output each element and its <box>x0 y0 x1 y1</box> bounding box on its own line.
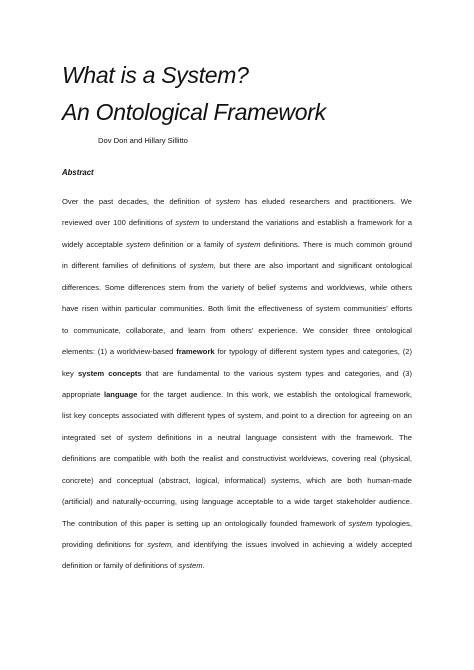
text-run: definition or a family of <box>150 239 237 249</box>
text-run: . <box>202 561 205 571</box>
italic-term: system <box>127 432 153 442</box>
text-run: The contribution of this paper is setting up an ontologically founded framework of <box>62 518 349 528</box>
abstract-line <box>62 405 412 426</box>
abstract-line <box>62 298 412 319</box>
text-run: and identifying the issues involved in achieving a widely accepted <box>173 540 412 549</box>
bold-term: system concepts <box>77 368 142 378</box>
italic-term: system <box>178 561 203 571</box>
abstract-line <box>62 470 412 491</box>
bold-term: framework <box>176 347 215 357</box>
text-run: but there are also important and significant ontological <box>215 261 412 271</box>
paper-title-line-1: What is a System? <box>62 62 249 88</box>
text-run: definition or family of definitions of <box>62 561 179 571</box>
paper-title-line-2: An Ontological Framework <box>62 99 326 125</box>
text-run: to communicate, collaborate, and learn from others’ experience. We consider three ontological <box>62 325 412 335</box>
text-run: definitions. There is much common ground <box>260 239 412 249</box>
abstract-line <box>62 341 412 362</box>
text-run: elements: (1) a worldview-based <box>62 347 177 357</box>
abstract-line <box>62 212 412 233</box>
abstract-line <box>62 534 412 555</box>
abstract-line <box>62 277 412 298</box>
text-run: differences. Some differences stem from the variety of belief systems and worldviews, while others <box>62 282 412 292</box>
text-run: has eluded researchers and practitioners. We <box>239 197 412 206</box>
text-run: definitions in a neutral language consistent with the framework. The <box>152 432 412 442</box>
abstract-line <box>62 320 412 341</box>
text-run: widely acceptable <box>62 239 127 249</box>
bold-term: language <box>103 389 138 399</box>
italic-term: system, <box>189 261 216 271</box>
abstract-line <box>62 555 412 576</box>
abstract-heading: Abstract <box>62 168 94 177</box>
italic-term: system <box>236 239 261 249</box>
italic-term: system <box>126 239 151 249</box>
text-run: definitions are compatible with both the realist and constructivist worldviews, covering real (physical, <box>62 454 412 464</box>
text-run: that are fundamental to the various system types and categories, and (3) <box>141 368 412 378</box>
text-run: appropriate <box>62 389 104 399</box>
text-run: Over the past decades, the definition of <box>62 197 216 206</box>
abstract-line <box>62 384 412 405</box>
abstract-line <box>62 491 412 512</box>
text-run: key <box>62 368 78 378</box>
text-run: for the target audience. In this work, we establish the ontological framework, <box>137 389 412 399</box>
text-run: typologies, <box>372 518 412 528</box>
abstract-line <box>62 427 412 448</box>
abstract-line <box>62 513 412 534</box>
text-run: have risen within particular communities. Both limit the effectiveness of system communities’ efforts <box>62 304 412 314</box>
text-run: reviewed over 100 definitions of <box>62 218 176 228</box>
abstract-line <box>62 191 412 212</box>
abstract-line <box>62 234 412 255</box>
italic-term: system, <box>147 540 174 549</box>
abstract-line <box>62 255 412 276</box>
italic-term: system <box>348 518 373 528</box>
author-list: Dov Dori and Hillary Sillitto <box>98 136 188 145</box>
text-run: integrated set of <box>62 432 128 442</box>
text-run: for typology of different system types and categories, (2) <box>214 347 412 357</box>
abstract-body <box>62 191 412 577</box>
text-run: list key concepts associated with different types of system, and point to a direction for agreeing on an <box>62 411 412 421</box>
text-run: in different families of definitions of <box>62 261 190 271</box>
text-run: (artificial) and naturally-occurring, using language acceptable to a wide target stakeholder audience. <box>62 497 412 507</box>
text-run: providing definitions for <box>62 540 148 549</box>
text-run: to understand the variations and establish a framework for a <box>199 218 412 228</box>
italic-term: system <box>175 218 200 228</box>
abstract-line <box>62 448 412 469</box>
abstract-line <box>62 363 412 384</box>
italic-term: system <box>215 197 240 206</box>
text-run: concrete) and conceptual (abstract, logical, informatical) systems, which are both human-made <box>62 475 412 485</box>
